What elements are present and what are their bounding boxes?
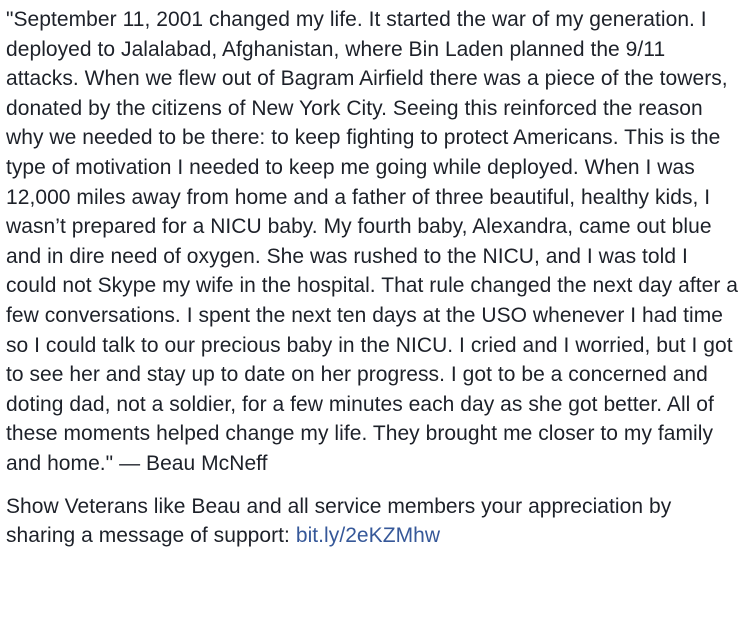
cta-text: Show Veterans like Beau and all service members your appreciation by sharing a message of support: bbox=[6, 494, 672, 548]
post-quote-text: "September 11, 2001 changed my life. It started the war of my generation. I deployed to Jalalabad, Afghanistan, where Bin Laden planned the 9/11 attacks. When we flew out of Bagram Airfield there was a piece of the towers, donated by the citizens of New York City. Seeing this reinforced the reason why we needed to be there: to keep fighting to protect Americans. This is the type of motivation I needed to keep me going while deployed. When I was 12,000 miles away from home and a father of three beautiful, healthy kids, I wasn’t prepared for a NICU baby. My fourth baby, Alexandra, came out blue and in dire need of oxygen. She was rushed to the NICU, and I was told I could not Skype my wife in the hospital. That rule changed the next day after a few conversations. I spent the next ten days at the USO whenever I had time so I could talk to our precious baby in the NICU. I cried and I worried, but I got to see her and stay up to date on her progress. I got to be a concerned and doting dad, not a soldier, for a few minutes each day as she got better. All of these moments helped change my life. They brought me closer to my family and home." — Beau McNeff bbox=[6, 8, 738, 475]
support-link[interactable]: bit.ly/2eKZMhw bbox=[295, 524, 441, 548]
post-call-to-action bbox=[6, 492, 740, 551]
